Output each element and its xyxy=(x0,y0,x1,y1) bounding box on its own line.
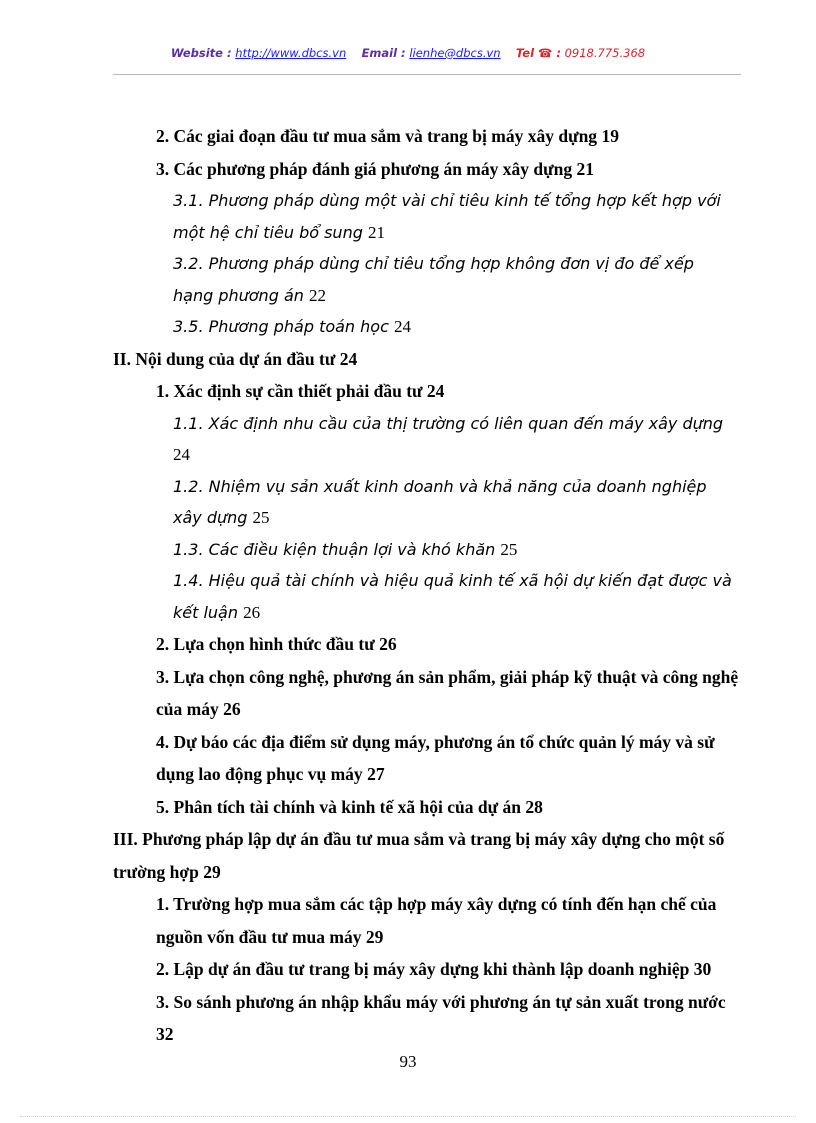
toc-entry-title: 3.1. Phương pháp dùng một vài chỉ tiêu kinh tế tổng hợp kết hợp với một hệ chỉ tiêu bổ sung xyxy=(173,191,721,242)
toc-entry-title: 3. So sánh phương án nhập khẩu máy với phương án tự sản xuất trong nước xyxy=(156,991,726,1012)
toc-entry[interactable] xyxy=(0,953,741,986)
toc-entry-title: 2. Lựa chọn hình thức đầu tư xyxy=(156,634,375,654)
page-number: 93 xyxy=(399,1052,417,1071)
toc-entry-page: 26 xyxy=(243,602,261,622)
toc-entry-page: 26 xyxy=(379,634,397,654)
header-divider xyxy=(113,74,741,75)
toc-entry[interactable] xyxy=(0,986,741,1051)
toc-entry-title: 2. Các giai đoạn đầu tư mua sắm và trang bị máy xây dựng xyxy=(156,126,598,146)
toc-entry-page: 19 xyxy=(601,126,619,146)
website-label: Website : xyxy=(170,46,232,60)
toc-entry-page: 30 xyxy=(693,959,712,979)
toc-entry-title: II. Nội dung của dự án đầu tư xyxy=(113,348,336,369)
toc-entry-page: 24 xyxy=(426,381,445,401)
tel-number: 0918.775.368 xyxy=(564,46,646,60)
toc-entry-page: 32 xyxy=(156,1024,174,1044)
toc-entry[interactable] xyxy=(0,375,741,408)
toc-entry-page: 22 xyxy=(308,285,326,305)
toc-entry-title: 5. Phân tích tài chính và kinh tế xã hội của dự án xyxy=(156,796,521,817)
toc-entry-page: 25 xyxy=(500,539,518,559)
toc-entry-title: 1. Xác định sự cần thiết phải đầu tư xyxy=(156,381,423,401)
toc-entry-page: 24 xyxy=(173,445,190,464)
toc-entry-title: 1.1. Xác định nhu cầu của thị trường có liên quan đến máy xây dựng xyxy=(173,413,724,433)
toc-entry-page: 21 xyxy=(367,222,385,242)
toc-entry[interactable] xyxy=(0,311,738,343)
toc-entry-page: 21 xyxy=(576,158,594,179)
table-of-contents xyxy=(0,120,816,1051)
toc-entry-title: 4. Dự báo các địa điểm sử dụng máy, phương án tổ chức quản lý máy và sử dụng lao động phục vụ máy xyxy=(156,731,715,784)
toc-entry[interactable] xyxy=(0,628,741,661)
toc-entry[interactable] xyxy=(0,471,738,534)
tel-label: Tel ☎ : xyxy=(515,46,561,60)
toc-entry-title: 3.2. Phương pháp dùng chỉ tiêu tổng hợp không đơn vị đo để xếp hạng phương án xyxy=(173,254,694,305)
toc-entry-page: 29 xyxy=(365,926,384,947)
toc-entry[interactable] xyxy=(0,823,741,888)
toc-entry-page: 24 xyxy=(339,348,358,369)
bottom-divider xyxy=(20,1116,796,1117)
page-header xyxy=(0,46,816,60)
toc-entry-title: 3. Các phương pháp đánh giá phương án máy xây dựng xyxy=(156,158,573,179)
toc-entry[interactable] xyxy=(0,661,741,726)
toc-entry-title: 1. Trường hợp mua sắm các tập hợp máy xây dựng có tính đến hạn chế của nguồn vốn đầu tư mua máy xyxy=(156,894,717,947)
toc-entry-page: 25 xyxy=(252,508,270,527)
toc-entry-page: 27 xyxy=(367,764,385,784)
toc-entry-page: 29 xyxy=(203,861,221,882)
toc-entry-title: 1.4. Hiệu quả tài chính và hiệu quả kinh tế xã hội dự kiến đạt được và kết luận xyxy=(173,571,732,622)
toc-entry[interactable] xyxy=(0,726,741,791)
toc-entry-title: 2. Lập dự án đầu tư trang bị máy xây dựng khi thành lập doanh nghiệp xyxy=(156,959,690,979)
toc-entry-page: 24 xyxy=(393,317,411,336)
toc-entry[interactable] xyxy=(0,120,741,153)
toc-entry[interactable] xyxy=(0,534,738,566)
toc-entry[interactable] xyxy=(0,565,738,628)
toc-entry[interactable] xyxy=(0,791,741,824)
toc-entry[interactable] xyxy=(0,185,738,248)
toc-entry-title: 3. Lựa chọn công nghệ, phương án sản phẩm, giải pháp kỹ thuật và công nghệ của máy xyxy=(156,666,739,719)
toc-entry-title: 1.2. Nhiệm vụ sản xuất kinh doanh và khả năng của doanh nghiệp xây dựng xyxy=(173,476,707,527)
toc-entry[interactable] xyxy=(0,343,741,376)
toc-entry-title: III. Phương pháp lập dự án đầu tư mua sắm và trang bị máy xây dựng cho một số trường hợp xyxy=(113,829,725,882)
toc-entry-page: 26 xyxy=(223,699,241,719)
toc-entry[interactable] xyxy=(0,248,738,311)
toc-entry[interactable] xyxy=(0,153,741,186)
email-link[interactable]: lienhe@dbcs.vn xyxy=(409,46,501,60)
toc-entry[interactable] xyxy=(0,408,738,471)
toc-entry-title: 3.5. Phương pháp toán học xyxy=(173,317,389,336)
website-link[interactable]: http://www.dbcs.vn xyxy=(235,46,347,60)
toc-entry-page: 28 xyxy=(525,796,543,817)
toc-entry-title: 1.3. Các điều kiện thuận lợi và khó khăn xyxy=(173,539,496,559)
email-label: Email : xyxy=(361,46,406,60)
toc-entry[interactable] xyxy=(0,888,741,953)
